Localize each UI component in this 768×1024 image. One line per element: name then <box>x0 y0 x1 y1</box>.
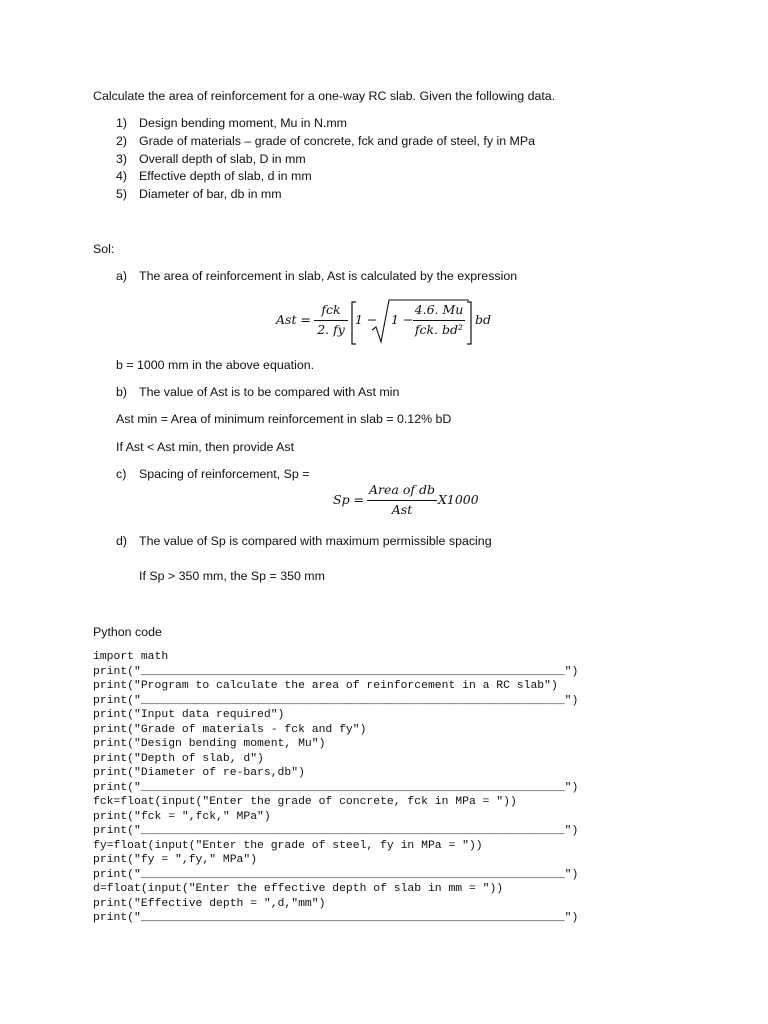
step-text: The value of Ast is to be compared with Ast min <box>139 385 400 399</box>
fraction-bar <box>314 320 348 321</box>
code-line: print("Program to calculate the area of reinforcement in a RC slab") <box>93 680 558 692</box>
list-item-text: Design bending moment, Mu in N.mm <box>139 116 347 130</box>
equation-lhs: Sp = <box>333 492 365 507</box>
fraction-denominator: 2. fy <box>317 322 345 337</box>
fraction-bar <box>367 500 437 501</box>
b-note: b = 1000 mm in the above equation. <box>116 358 315 372</box>
one-minus-outer: 1 − <box>355 312 378 327</box>
list-item-text: Grade of materials – grade of concrete, fck and grade of steel, fy in MPa <box>139 134 536 148</box>
list-number: 2) <box>116 134 128 148</box>
code-line: print("______________________________________________________________") <box>93 694 579 707</box>
fraction-numerator: fck <box>321 302 341 317</box>
code-line: print("Effective depth = ",d,"mm") <box>93 897 326 910</box>
if-ast-text: If Ast < Ast min, then provide Ast <box>116 440 295 454</box>
fraction-denominator: Ast <box>391 502 413 517</box>
ast-min-text: Ast min = Area of minimum reinforcement in slab = 0.12% bD <box>116 412 452 426</box>
fraction-numerator: Area of db <box>369 482 435 497</box>
intro-text: Calculate the area of reinforcement for a one-way RC slab. Given the following data. <box>93 89 556 103</box>
list-item-text: Overall depth of slab, D in mm <box>139 152 306 166</box>
code-line: print("fck = ",fck," MPa") <box>93 810 271 823</box>
code-line: print("fy = ",fy," MPa") <box>93 854 258 866</box>
step-label: c) <box>116 467 127 481</box>
one-minus-inner: 1 − <box>391 312 414 327</box>
code-line: fck=float(input("Enter the grade of concrete, fck in MPa = ")) <box>93 796 517 808</box>
if-sp-text: If Sp > 350 mm, the Sp = 350 mm <box>139 569 325 583</box>
python-heading: Python code <box>93 625 162 639</box>
inner-fraction-numerator: 4.6. Mu <box>414 302 464 317</box>
equation-tail: X1000 <box>438 492 479 507</box>
code-line: d=float(input("Enter the effective depth of slab in mm = ")) <box>93 883 504 895</box>
code-line: print("Depth of slab, d") <box>93 752 264 765</box>
step-label: a) <box>116 269 128 283</box>
list-number: 4) <box>116 169 128 183</box>
sol-heading: Sol: <box>93 242 115 256</box>
code-line: print("Diameter of re-bars,db") <box>93 767 305 779</box>
step-text: The value of Sp is compared with maximum permissible spacing <box>139 534 492 548</box>
code-line: print("______________________________________________________________") <box>93 868 579 881</box>
inner-fraction-bar <box>413 320 465 321</box>
step-text: Spacing of reinforcement, Sp = <box>139 467 310 481</box>
list-item-text: Diameter of bar, db in mm <box>139 187 282 201</box>
code-line: print("______________________________________________________________") <box>93 781 579 794</box>
code-line: print("Input data required") <box>93 709 285 721</box>
equation-lhs: Ast = <box>276 312 311 327</box>
list-item-text: Effective depth of slab, d in mm <box>139 169 312 183</box>
step-text: The area of reinforcement in slab, Ast is calculated by the expression <box>139 269 518 283</box>
step-label: d) <box>116 534 128 548</box>
equation-tail: bd <box>475 312 492 327</box>
code-line: import math <box>93 651 169 663</box>
code-line: print("______________________________________________________________") <box>93 665 579 678</box>
code-line: print("______________________________________________________________") <box>93 912 579 924</box>
code-line: print("______________________________________________________________") <box>93 825 579 837</box>
step-label: b) <box>116 385 128 399</box>
list-number: 1) <box>116 116 128 130</box>
code-line: fy=float(input("Enter the grade of steel, fy in MPa = ")) <box>93 839 483 852</box>
list-number: 5) <box>116 187 128 201</box>
inner-fraction-denominator: fck. bd² <box>414 322 464 337</box>
code-line: print("Design bending moment, Mu") <box>93 738 326 750</box>
code-line: print("Grade of materials - fck and fy") <box>93 723 367 736</box>
list-number: 3) <box>116 152 128 166</box>
